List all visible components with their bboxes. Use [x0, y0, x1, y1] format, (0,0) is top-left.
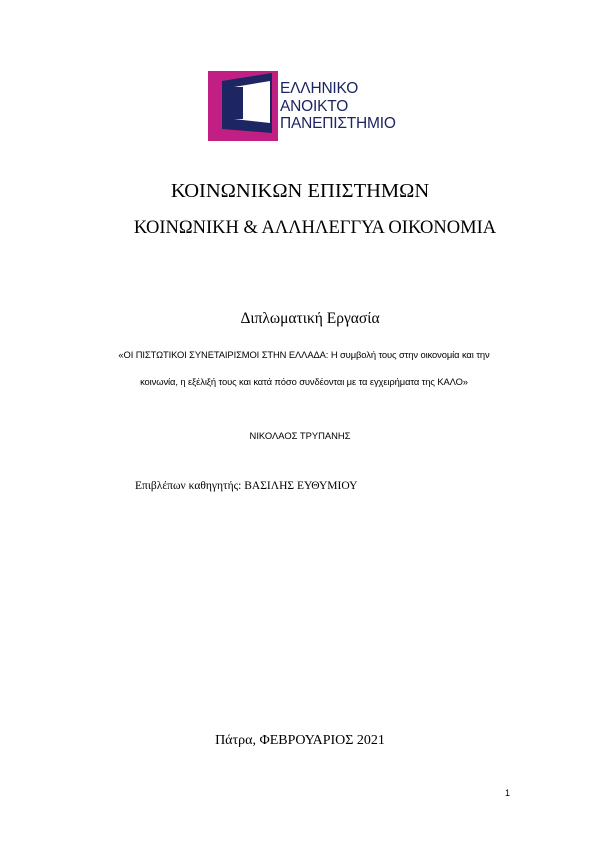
supervisor-line: Επιβλέπων καθηγητής: ΒΑΣΙΛΗΣ ΕΥΘΥΜΙΟΥ [135, 480, 358, 492]
university-logo [208, 71, 398, 145]
logo-line-1: ΕΛΛΗΝΙΚΟ [280, 80, 359, 97]
logo-wordmark [280, 80, 396, 133]
author-name: ΝΙΚΟΛΑΟΣ ΤΡΥΠΑΝΗΣ [249, 430, 351, 441]
thesis-title-line-1: «ΟΙ ΠΙΣΤΩΤΙΚΟΙ ΣΥΝΕΤΑΙΡΙΣΜΟΙ ΣΤΗΝ ΕΛΛΑΔΑ: Η συμβολή τους στην οικονομία και την [118, 349, 490, 360]
logo-line-2: ΑΝΟΙΚΤΟ [280, 97, 349, 115]
eap-logo-mark-icon [208, 71, 278, 141]
logo-line-3: ΠΑΝΕΠΙΣΤΗΜΙΟ [280, 115, 396, 132]
document-type: Διπλωματική Εργασία [240, 310, 380, 327]
page-number: 1 [505, 788, 511, 798]
program-heading: ΚΟΙΝΩΝΙΚΗ & ΑΛΛΗΛΕΓΓΥΑ ΟΙΚΟΝΟΜΙΑ [133, 218, 497, 238]
faculty-heading: ΚΟΙΝΩΝΙΚΩΝ ΕΠΙΣΤΗΜΩΝ [170, 180, 430, 202]
city-date: Πάτρα, ΦΕΒΡΟΥΑΡΙΟΣ 2021 [215, 733, 385, 748]
thesis-title-line-2: κοινωνία, η εξέλιξή τους και κατά πόσο συνδέονται με τα εγχειρήματα της ΚΑΛΟ» [140, 376, 468, 387]
